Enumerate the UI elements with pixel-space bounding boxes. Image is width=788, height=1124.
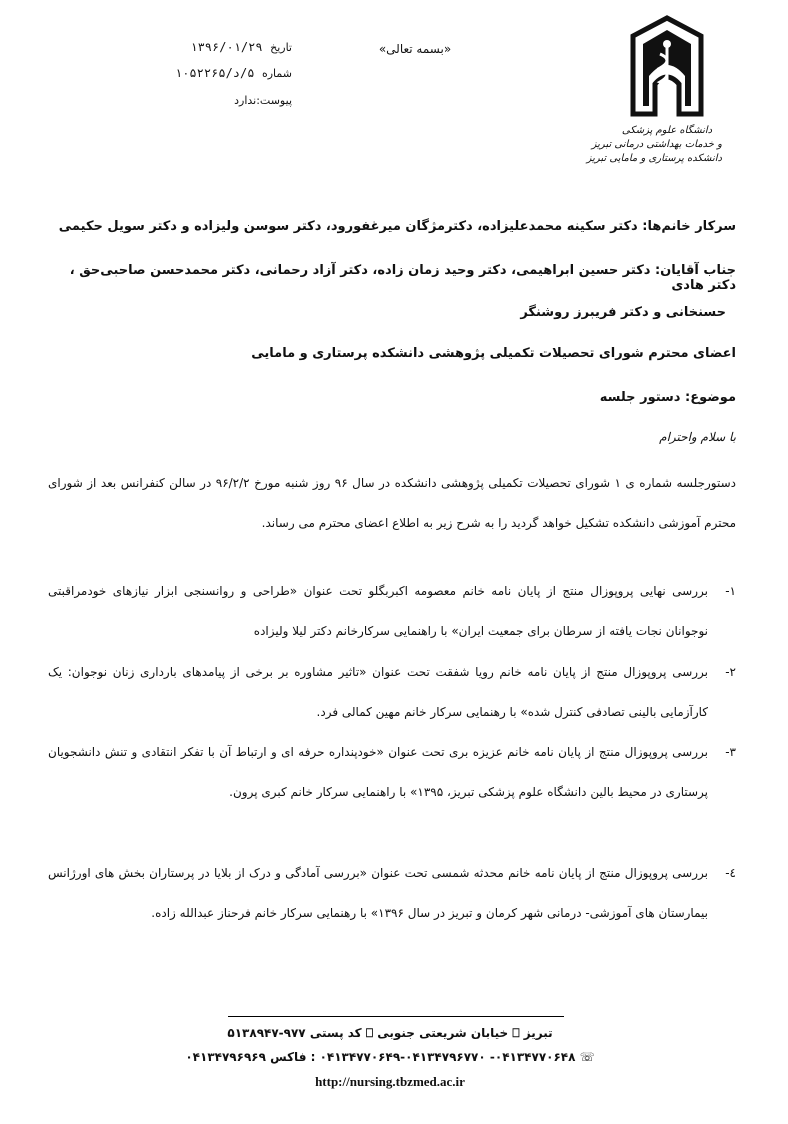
emblem-icon — [627, 14, 707, 124]
letter-date — [92, 40, 292, 54]
footer-address: تبریز ⎕ خیابان شریعتی جنوبی ⎕ کد پستی ۹۷۷-۵۱۳۸۹۴۷ — [227, 1026, 553, 1040]
agenda-item-text: بررسی پروپوزال منتج از پایان نامه خانم رویا شفقت تحت عنوان «تاثیر مشاوره بر برخی از پیامدهای بارداری زنان نوجوان: یک کارآزمایی بالینی تصادفی کنترل شده» با رهنمایی سرکار خانم مهین کمالی فرد. — [48, 665, 708, 719]
agenda-item — [48, 732, 736, 812]
addressees-men: جناب آقایان: دکتر حسین ابراهیمی، دکتر وحید زمان زاده، دکتر آزاد رحمانی، دکتر محمدحسن صاحبی‌حق ، دکتر هادی — [69, 263, 736, 293]
agenda-item — [48, 652, 736, 732]
basmala: «بسمه تعالی» — [378, 42, 452, 56]
footer-phones: ☏ ۰۴۱۳۴۷۷۰۶۴۸- ۰۴۱۳۴۷۷۰۶۴۹-۰۴۱۳۴۷۹۶۷۷۰ : فاکس ۰۴۱۳۴۷۹۶۹۶۹ — [185, 1050, 595, 1064]
university-logo — [586, 14, 722, 184]
footer-website-link[interactable]: http://nursing.tbzmed.ac.ir — [315, 1074, 465, 1089]
agenda-item-text: بررسی پروپوزال منتج از پایان نامه خانم محدثه شمسی تحت عنوان «بررسی آمادگی و درک از بلایا در پرستاران بخش های اورژانس بیمارستان های آموزشی- درمانی شهر کرمان و تبریز در سال ۱۳۹۶» با رهنمایی سرکار خانم فرحناز عبدالله زاده. — [48, 866, 708, 920]
agenda-item-number: ۳- — [725, 745, 736, 759]
logo-text-line1: دانشگاه علوم پزشکی — [621, 125, 713, 136]
logo-text-line2: و خدمات بهداشتی درمانی تبریز — [591, 139, 722, 150]
agenda-item-number: ۲- — [725, 665, 736, 679]
council-members: اعضای محترم شورای تحصیلات تکمیلی پژوهشی دانشکده پرستاری و مامایی — [251, 346, 736, 361]
addressees-men-cont: حسنخانی و دکتر فریبرز روشنگر — [520, 305, 726, 320]
agenda-item-number: ۱- — [725, 584, 736, 598]
letter-attachment: پیوست:ندارد — [234, 94, 292, 107]
agenda-item-number: ٤- — [725, 866, 736, 880]
number-value: ۵/د/۱۰۵۲۲۶۵ — [174, 66, 255, 80]
subject-line: موضوع: دستور جلسه — [599, 390, 736, 405]
date-value: ۱۳۹۶/۰۱/۲۹ — [190, 40, 263, 54]
addressees-women: سرکار خانم‌ها: دکتر سکینه محمدعلیزاده، دکترمژگان میرغفورود، دکتر سوسن ولیزاده و دکتر سویل حکیمی — [58, 219, 736, 234]
agenda-item-text: بررسی پروپوزال منتج از پایان نامه خانم عزیزه بری تحت عنوان «خودپنداره حرفه ای و ارتباط آن با تفکر انتقادی و تنش دانشجویان پرستاری در محیط بالین دانشگاه علوم پزشکی تبریز، ۱۳۹۵» با راهنمایی سرکار خانم کبری پرون. — [48, 745, 708, 799]
agenda-item — [48, 571, 736, 651]
logo-text-line3: دانشکده پرستاری و مامایی تبریز — [586, 153, 722, 164]
agenda-item-text: بررسی نهایی پروپوزال منتج از پایان نامه خانم معصومه اکبربگلو تحت عنوان «طراحی و روانسنجی ابزار نیازهای خودمراقبتی نوجوانان نجات یافته از سرطان برای جمعیت ایران» با راهنمایی سرکارخانم دکتر لیلا ولیزاده — [48, 584, 708, 638]
number-label: شماره — [261, 67, 292, 80]
greeting: با سلام واحترام — [659, 430, 736, 444]
footer-divider — [228, 1016, 564, 1017]
letter-number — [92, 66, 292, 80]
agenda-item — [48, 853, 736, 933]
intro-paragraph: دستورجلسه شماره ی ۱ شورای تحصیلات تکمیلی پژوهشی دانشکده در سال ۹۶ روز شنبه مورخ ۹۶/۲/۲ در سالن کنفرانس بعد از شورای محترم آموزشی دانشکده تشکیل خواهد گردید را به شرح زیر به اطلاع اعضای محترم می رساند. — [48, 476, 737, 530]
date-label: تاریخ — [270, 41, 292, 54]
